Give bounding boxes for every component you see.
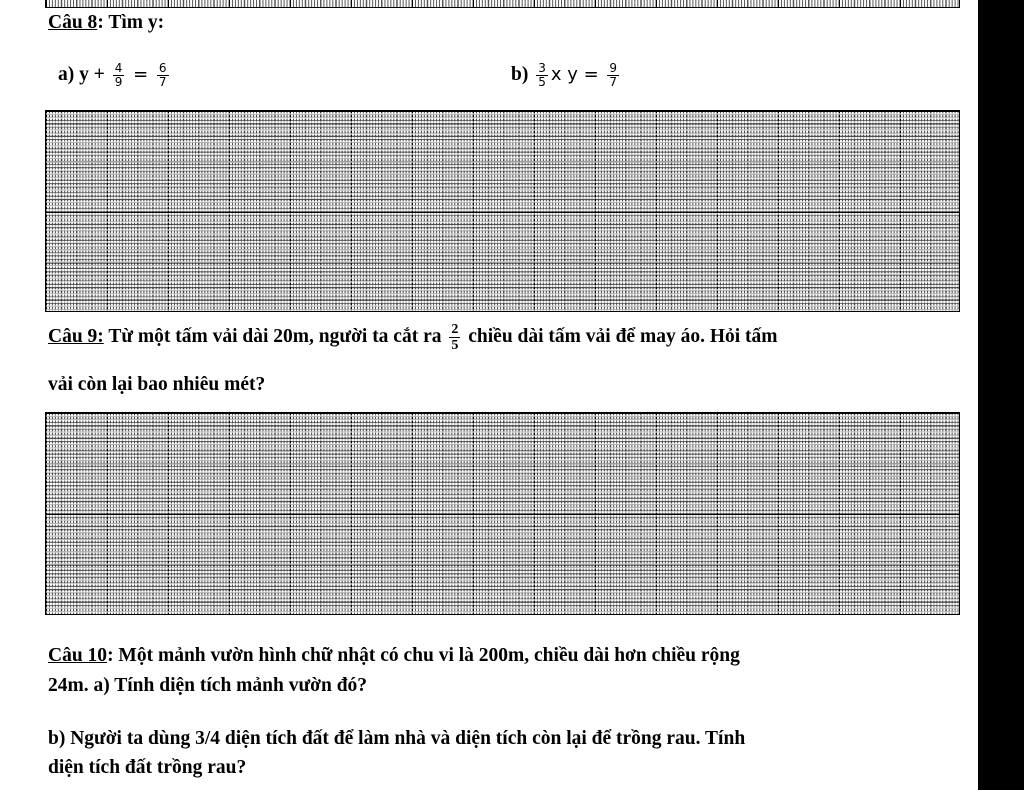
q9-text-1: Từ một tấm vải dài 20m, người ta cắt ra	[103, 325, 447, 347]
q9-line-2: vải còn lại bao nhiêu mét?	[48, 374, 266, 395]
answer-grid-q8[interactable]	[45, 110, 960, 312]
q8a-f1-den: 9	[114, 75, 123, 89]
q8b-f1-den: 5	[538, 75, 546, 89]
q8a-f2-num: 6	[158, 61, 167, 75]
q8b-mid: x y =	[550, 63, 605, 85]
q8b-f2-num: 9	[609, 61, 618, 75]
answer-grid-top	[45, 0, 960, 8]
q10-line-3: b) Người ta dùng 3/4 diện tích đất để làm nhà và diện tích còn lại để trồng rau. Tính	[48, 728, 746, 749]
q8-label: Câu 8	[48, 12, 98, 33]
q8b-f2-den: 7	[609, 75, 618, 89]
q8a-f2-den: 7	[158, 75, 167, 89]
q9-line-1	[48, 322, 778, 353]
q10-text-1: : Một mảnh vườn hình chữ nhật có chu vi là 200m, chiều dài hơn chiều rộng	[107, 645, 740, 666]
q10-line-1	[48, 645, 740, 667]
answer-grid-q9[interactable]	[45, 412, 960, 615]
q8b-fraction-2	[607, 62, 619, 89]
q8a-prefix: a) y +	[58, 63, 110, 85]
q9-label: Câu 9:	[48, 325, 104, 347]
q10-line-4: diện tích đất trồng rau?	[48, 757, 247, 778]
q9-text-2: chiều dài tấm vải để may áo. Hỏi tấm	[463, 325, 778, 347]
q8a-fraction-2	[157, 62, 169, 89]
q10-line-2: 24m. a) Tính diện tích mảnh vườn đó?	[48, 675, 368, 696]
q8b-prefix: b)	[511, 63, 534, 85]
q9-frac-den: 5	[451, 338, 459, 353]
q9-fraction	[449, 322, 460, 353]
q8a-fraction-1	[113, 62, 125, 89]
q8-part-a	[58, 62, 172, 89]
q8b-fraction-1	[536, 62, 548, 89]
q8b-f1-num: 3	[538, 61, 546, 75]
q8-heading	[48, 12, 164, 34]
q10-label: Câu 10	[48, 645, 108, 666]
q8-suffix: : Tìm y:	[97, 12, 165, 33]
q8a-f1-num: 4	[114, 61, 123, 75]
q8-part-b	[511, 62, 622, 89]
q8a-op: =	[127, 63, 154, 85]
q9-frac-num: 2	[451, 322, 459, 337]
